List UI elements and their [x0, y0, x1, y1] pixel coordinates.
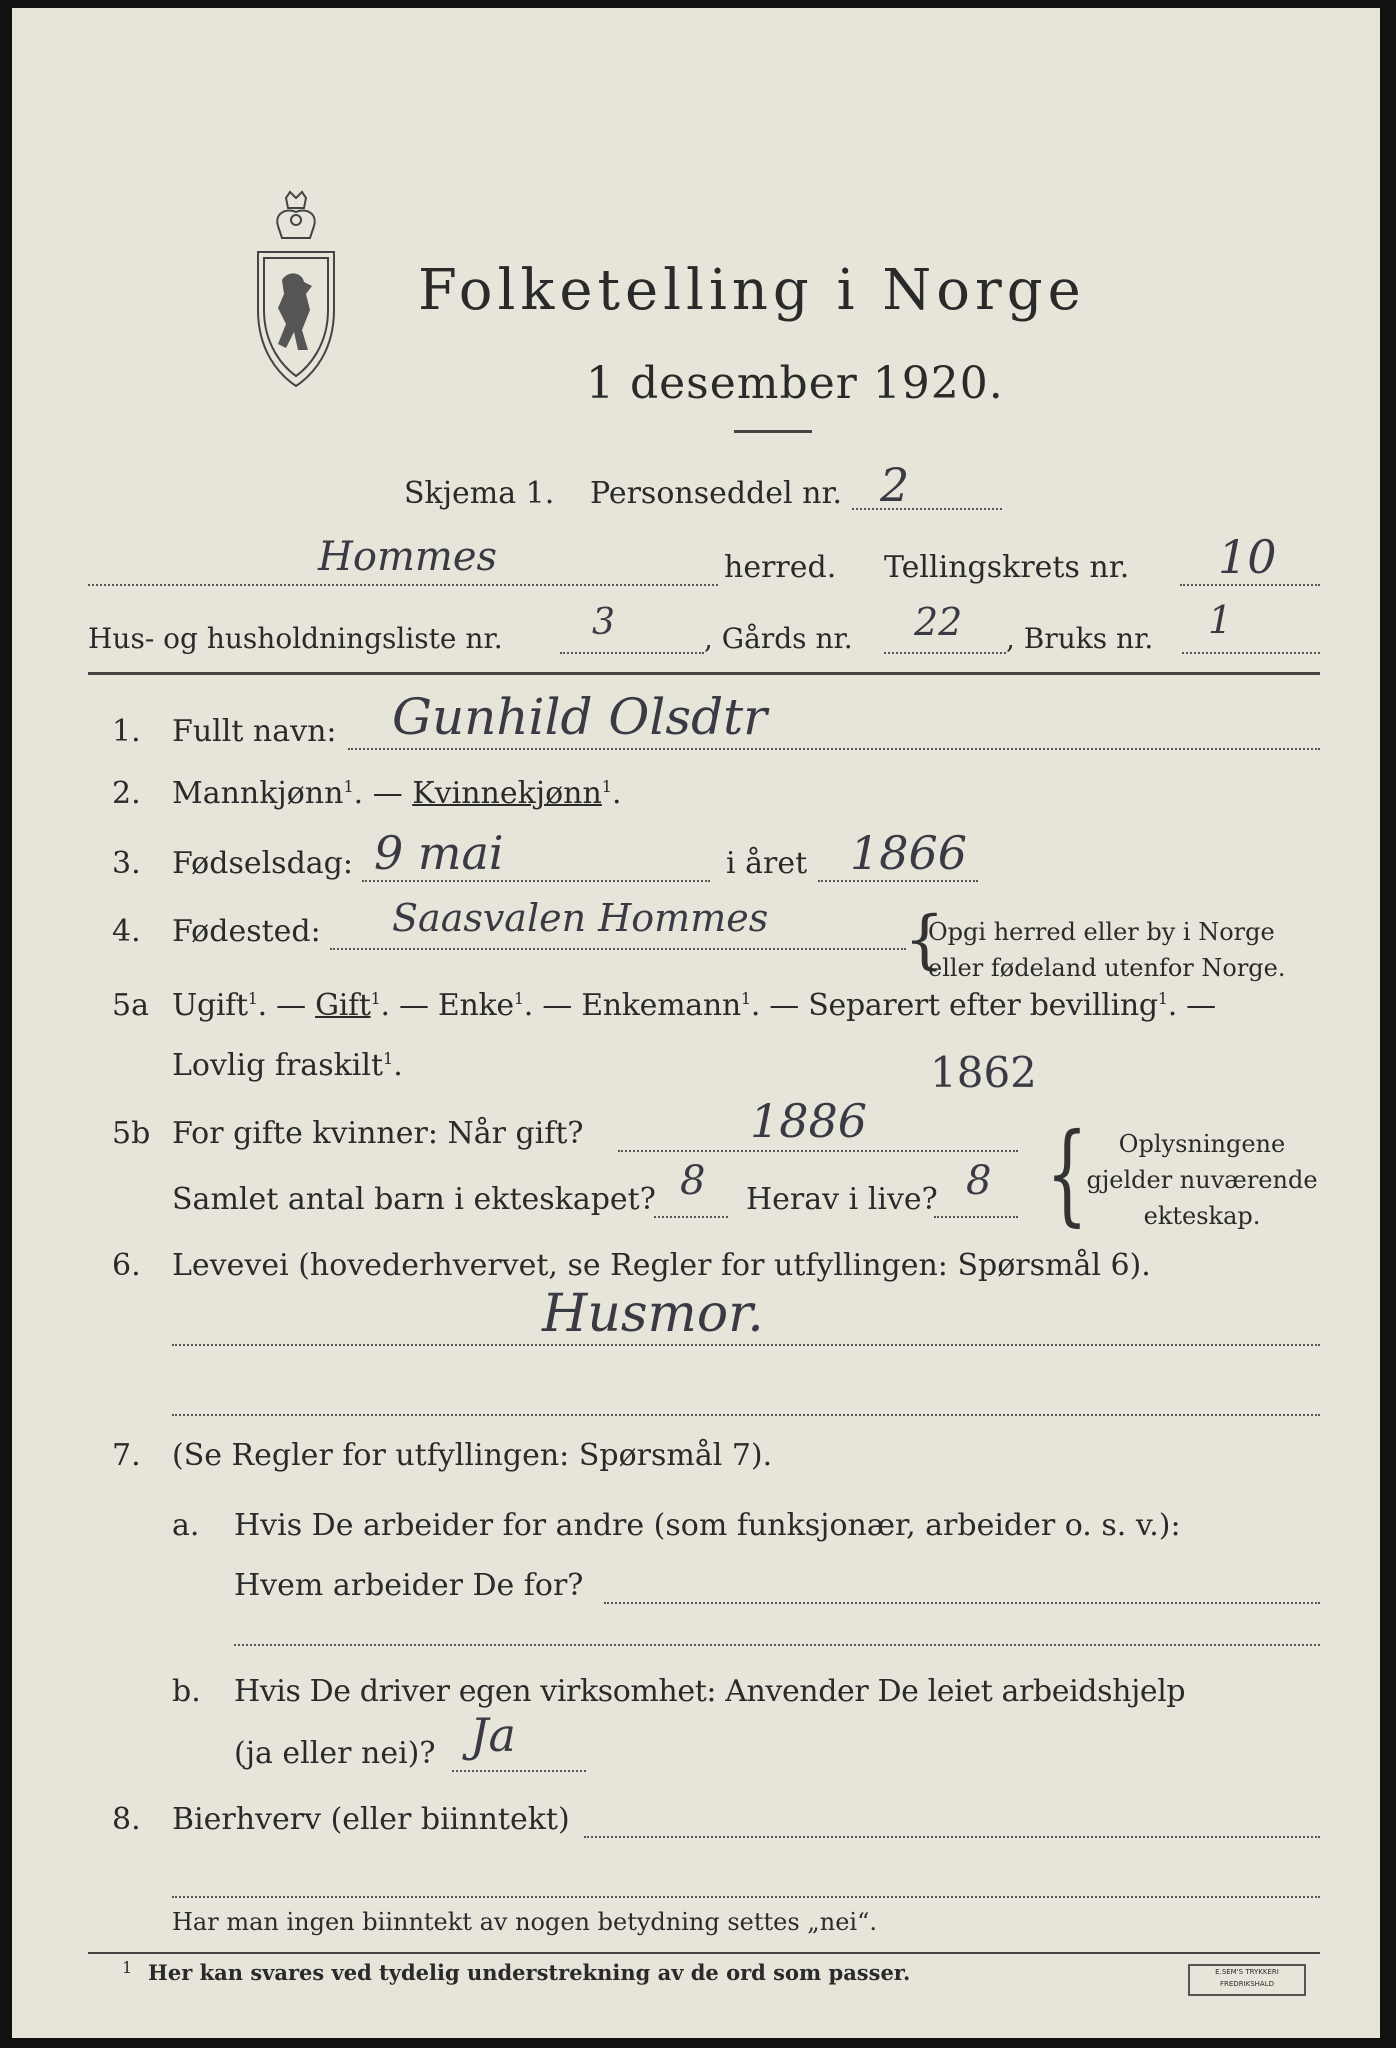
- hus-label: Hus- og husholdningsliste nr.: [88, 622, 503, 655]
- tellingskrets-label: Tellingskrets nr.: [884, 550, 1130, 585]
- coat-of-arms-icon: [248, 190, 344, 405]
- full-name-field: [348, 748, 1320, 750]
- footer-rule: [88, 1952, 1320, 1954]
- personseddel-value: 2: [880, 458, 910, 512]
- option-separator: . —: [353, 776, 413, 811]
- marriage-note: [1082, 1126, 1322, 1234]
- q5b-number: 5b: [112, 1116, 151, 1151]
- marital-enkemann: Enkemann: [581, 988, 741, 1023]
- children-label: Samlet antal barn i ekteskapet?: [172, 1182, 656, 1217]
- q6-number: 6.: [112, 1248, 141, 1283]
- hired-help-label: (ja eller nei)?: [234, 1736, 436, 1771]
- q4-number: 4.: [112, 914, 141, 949]
- gards-field: [884, 652, 1006, 654]
- q8-number: 8.: [112, 1802, 141, 1837]
- hus-value: 3: [592, 602, 615, 643]
- marriage-note-line3: ekteskap.: [1143, 1202, 1261, 1230]
- bruks-label: , Bruks nr.: [1006, 622, 1154, 655]
- marital-separert: Separert efter bevilling: [808, 988, 1158, 1023]
- tellingskrets-field: [1180, 584, 1320, 586]
- title-divider: [734, 430, 812, 433]
- side-income-field-1: [584, 1836, 1320, 1838]
- full-name-value: Gunhild Olsdtr: [392, 688, 768, 746]
- gards-value: 22: [914, 600, 963, 644]
- footnote-number: 1: [122, 1958, 133, 1977]
- marriage-note-bracket: {: [1046, 1109, 1088, 1237]
- census-date: 1 desember 1920.: [586, 358, 1004, 409]
- birthplace-note-bracket: {: [904, 903, 945, 977]
- footnote-text: Her kan svares ved tydelig understrekning av de ord som passer.: [148, 1960, 911, 1985]
- children-field: [654, 1216, 728, 1218]
- birthplace-field: [330, 948, 906, 950]
- q7a-text: Hvis De arbeider for andre (som funksjonær, arbeider o. s. v.):: [234, 1508, 1181, 1543]
- gender-options: [172, 776, 622, 811]
- employer-field-1: [604, 1602, 1320, 1604]
- employer-label: Hvem arbeider De for?: [234, 1568, 584, 1603]
- bruks-value: 1: [1208, 598, 1233, 642]
- printer-stamp: E.SEM'S TRYKKERI FREDRIKSHALD: [1188, 1964, 1306, 1996]
- footnote-ref: 1: [343, 777, 354, 796]
- q1-number: 1.: [112, 714, 141, 749]
- q7a-letter: a.: [172, 1508, 200, 1543]
- alive-field: [934, 1216, 1018, 1218]
- birth-year-label: i året: [726, 846, 808, 881]
- bruks-field: [1182, 652, 1320, 654]
- birth-year-value: 1866: [850, 826, 968, 880]
- hired-help-value: Ja: [470, 1708, 516, 1762]
- marital-status-options: Ugift$^1$. — Gift$^1$. — Enke$^1$. — Enkemann$^1$. — Separert efter bevilling$^1$. —: [172, 988, 1216, 1023]
- occupation-field-2: [172, 1414, 1320, 1416]
- q7-label: (Se Regler for utfyllingen: Spørsmål 7).: [172, 1438, 773, 1473]
- q7b-text: Hvis De driver egen virksomhet: Anvender De leiet arbeidshjelp: [234, 1674, 1186, 1709]
- gards-label: , Gårds nr.: [704, 622, 853, 655]
- schema-label: Skjema 1.: [404, 476, 555, 511]
- herred-value: Hommes: [318, 534, 498, 580]
- alive-value: 8: [966, 1158, 992, 1204]
- alive-label: Herav i live?: [746, 1182, 938, 1217]
- q7-number: 7.: [112, 1438, 141, 1473]
- male-option: Mannkjønn: [172, 776, 344, 811]
- marital-fraskilt: Lovlig fraskilt: [172, 1048, 384, 1083]
- census-form: [12, 8, 1380, 2038]
- birthplace-note-line1: Opgi herred eller by i Norge: [928, 918, 1275, 946]
- q2-number: 2.: [112, 776, 141, 811]
- form-title: Folketelling i Norge: [418, 258, 1086, 323]
- herred-label: herred.: [724, 550, 837, 585]
- q3-number: 3.: [112, 846, 141, 881]
- married-when-field: [618, 1150, 1018, 1152]
- children-value: 8: [680, 1158, 706, 1204]
- q8-label: Bierhverv (eller biinntekt): [172, 1802, 570, 1837]
- q4-label: Fødested:: [172, 914, 321, 949]
- birthday-value: 9 mai: [374, 826, 504, 880]
- personseddel-label: Personseddel nr.: [590, 476, 843, 511]
- birthplace-note-line2: eller fødeland utenfor Norge.: [928, 954, 1286, 982]
- header-rule: [88, 672, 1320, 675]
- marital-gift-underlined: Gift: [315, 988, 371, 1023]
- side-income-field-2: [172, 1896, 1320, 1898]
- footnote-ref: 1: [601, 777, 612, 796]
- q3-label: Fødselsdag:: [172, 846, 353, 881]
- marital-enke: Enke: [437, 988, 514, 1023]
- married-when-label: For gifte kvinner: Når gift?: [172, 1116, 584, 1151]
- personseddel-field: [852, 508, 1002, 510]
- birth-year-field: [818, 880, 978, 882]
- birthplace-value: Saasvalen Hommes: [392, 896, 769, 940]
- footer-note: Har man ingen biinntekt av nogen betydning settes „nei“.: [172, 1908, 877, 1936]
- female-option-underlined: Kvinnekjønn: [412, 776, 602, 811]
- q5a-number: 5a: [112, 988, 149, 1023]
- q1-label: Fullt navn:: [172, 714, 337, 749]
- birthday-field: [362, 880, 710, 882]
- married-when-value: 1886: [750, 1094, 868, 1148]
- marital-ugift: Ugift: [172, 988, 248, 1023]
- q7b-letter: b.: [172, 1674, 201, 1709]
- employer-field-2: [234, 1644, 1320, 1646]
- married-when-correction: 1862: [930, 1048, 1037, 1097]
- marriage-note-line2: gjelder nuværende: [1086, 1166, 1318, 1194]
- marriage-note-line1: Oplysningene: [1118, 1130, 1286, 1158]
- q6-label: Levevei (hovederhvervet, se Regler for utfyllingen: Spørsmål 6).: [172, 1248, 1151, 1283]
- tellingskrets-value: 10: [1218, 530, 1277, 584]
- hus-field: [560, 652, 704, 654]
- hired-help-field: [452, 1770, 586, 1772]
- occupation-field-1: [172, 1344, 1320, 1346]
- occupation-value: Husmor.: [542, 1284, 764, 1344]
- marital-fraskilt-line: Lovlig fraskilt$^1$.: [172, 1048, 403, 1083]
- herred-field: [88, 584, 718, 586]
- option-end: .: [611, 776, 622, 811]
